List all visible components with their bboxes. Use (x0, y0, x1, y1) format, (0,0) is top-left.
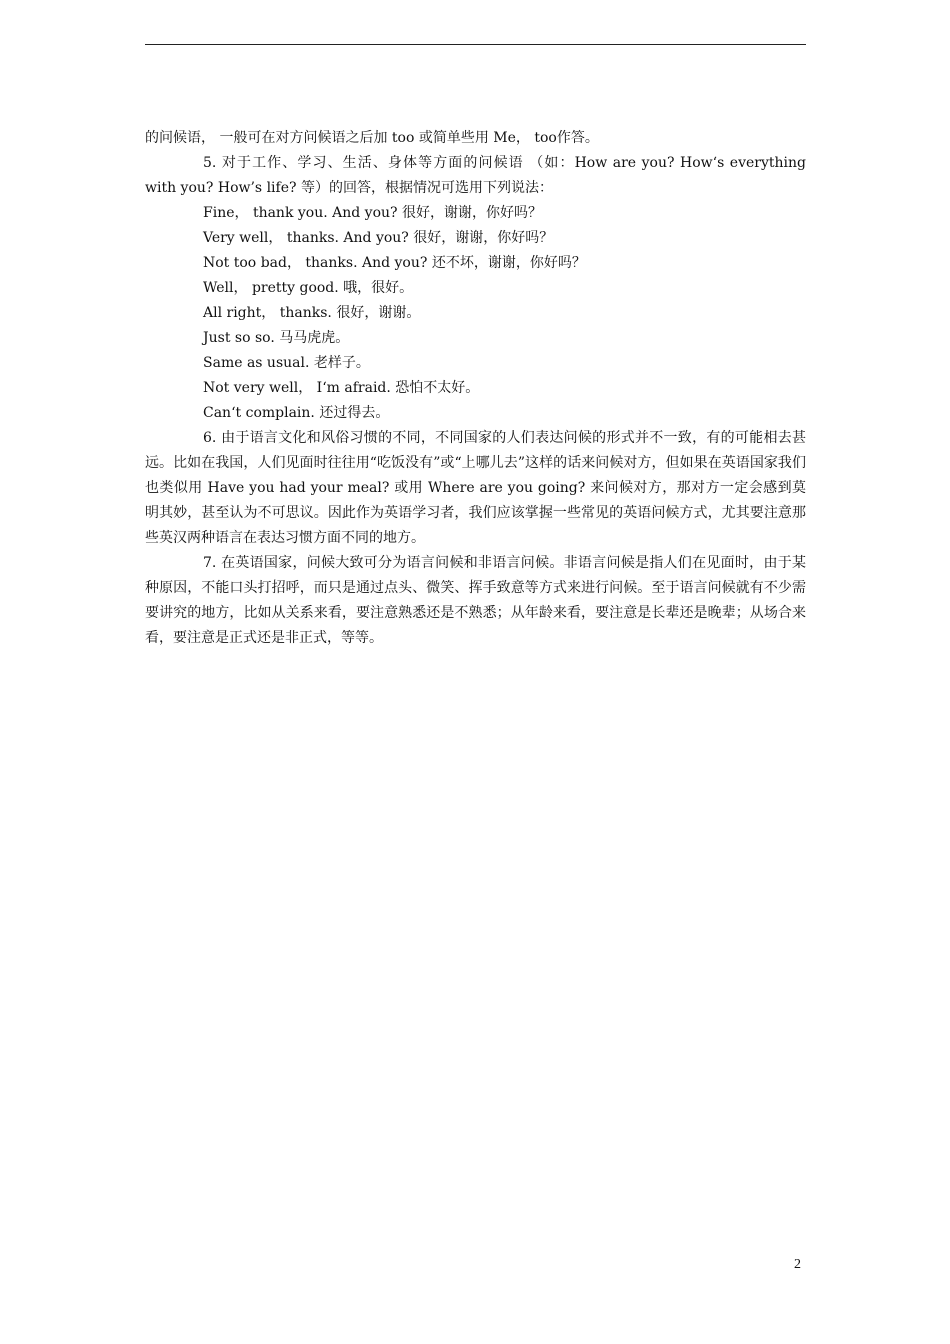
phrase-item: All right， thanks. 很好，谢谢。 (203, 305, 421, 321)
page-number: 2 (794, 1257, 801, 1272)
phrase-item: Not very well， I‘m afraid. 恐怕不太好。 (203, 380, 480, 396)
document-body (145, 126, 811, 651)
phrase-item: Fine， thank you. And you? 很好，谢谢，你好吗？ (203, 205, 542, 221)
phrase-item: Just so so. 马马虎虎。 (203, 330, 350, 346)
phrase-item: Not too bad， thanks. And you? 还不坏，谢谢，你好吗？ (203, 255, 586, 271)
phrase-item: Can‘t complain. 还过得去。 (203, 405, 390, 421)
paragraph-7: 7. 在英语国家，问候大致可分为语言问候和非语言问候。非语言问候是指人们在见面时，由于某种原因，不能口头打招呼，而只是通过点头、微笑、挥手致意等方式来进行问候。至于语言问候就有不少需要讲究的地方，比如从关系来看，要注意熟悉还是不熟悉；从年龄来看，要注意是长辈还是晚辈；从场合来看，要注意是正式还是非正式，等等。 (145, 555, 806, 646)
phrase-list (145, 201, 806, 426)
phrase-item: Well， pretty good. 哦，很好。 (203, 280, 414, 296)
phrase-item: Very well， thanks. And you? 很好，谢谢，你好吗？ (203, 230, 554, 246)
header-rule (145, 44, 806, 45)
paragraph-continued: 的问候语， 一般可在对方问候语之后加 too 或简单些用 Me， too作答。 (145, 130, 599, 146)
paragraph-6: 6. 由于语言文化和风俗习惯的不同，不同国家的人们表达问候的形式并不一致，有的可能相去甚远。比如在我国，人们见面时往往用“吃饭没有”或“上哪儿去”这样的话来问候对方，但如果在英语国家我们也类似用 Have you had your meal? 或用 Where are you going? 来问候对方，那对方一定会感到莫明其妙，甚至认为不可思议。因此作为英语学习者，我们应该掌握一些常见的英语问候方式，尤其要注意那些英汉两种语言在表达习惯方面不同的地方。 (145, 430, 806, 546)
paragraph-5: 5. 对于工作、学习、生活、身体等方面的问候语 （如：How are you? How‘s everything with you? How’s life? 等）的回答，根据情况可选用下列说法： (145, 155, 811, 196)
phrase-item: Same as usual. 老样子。 (203, 355, 370, 371)
